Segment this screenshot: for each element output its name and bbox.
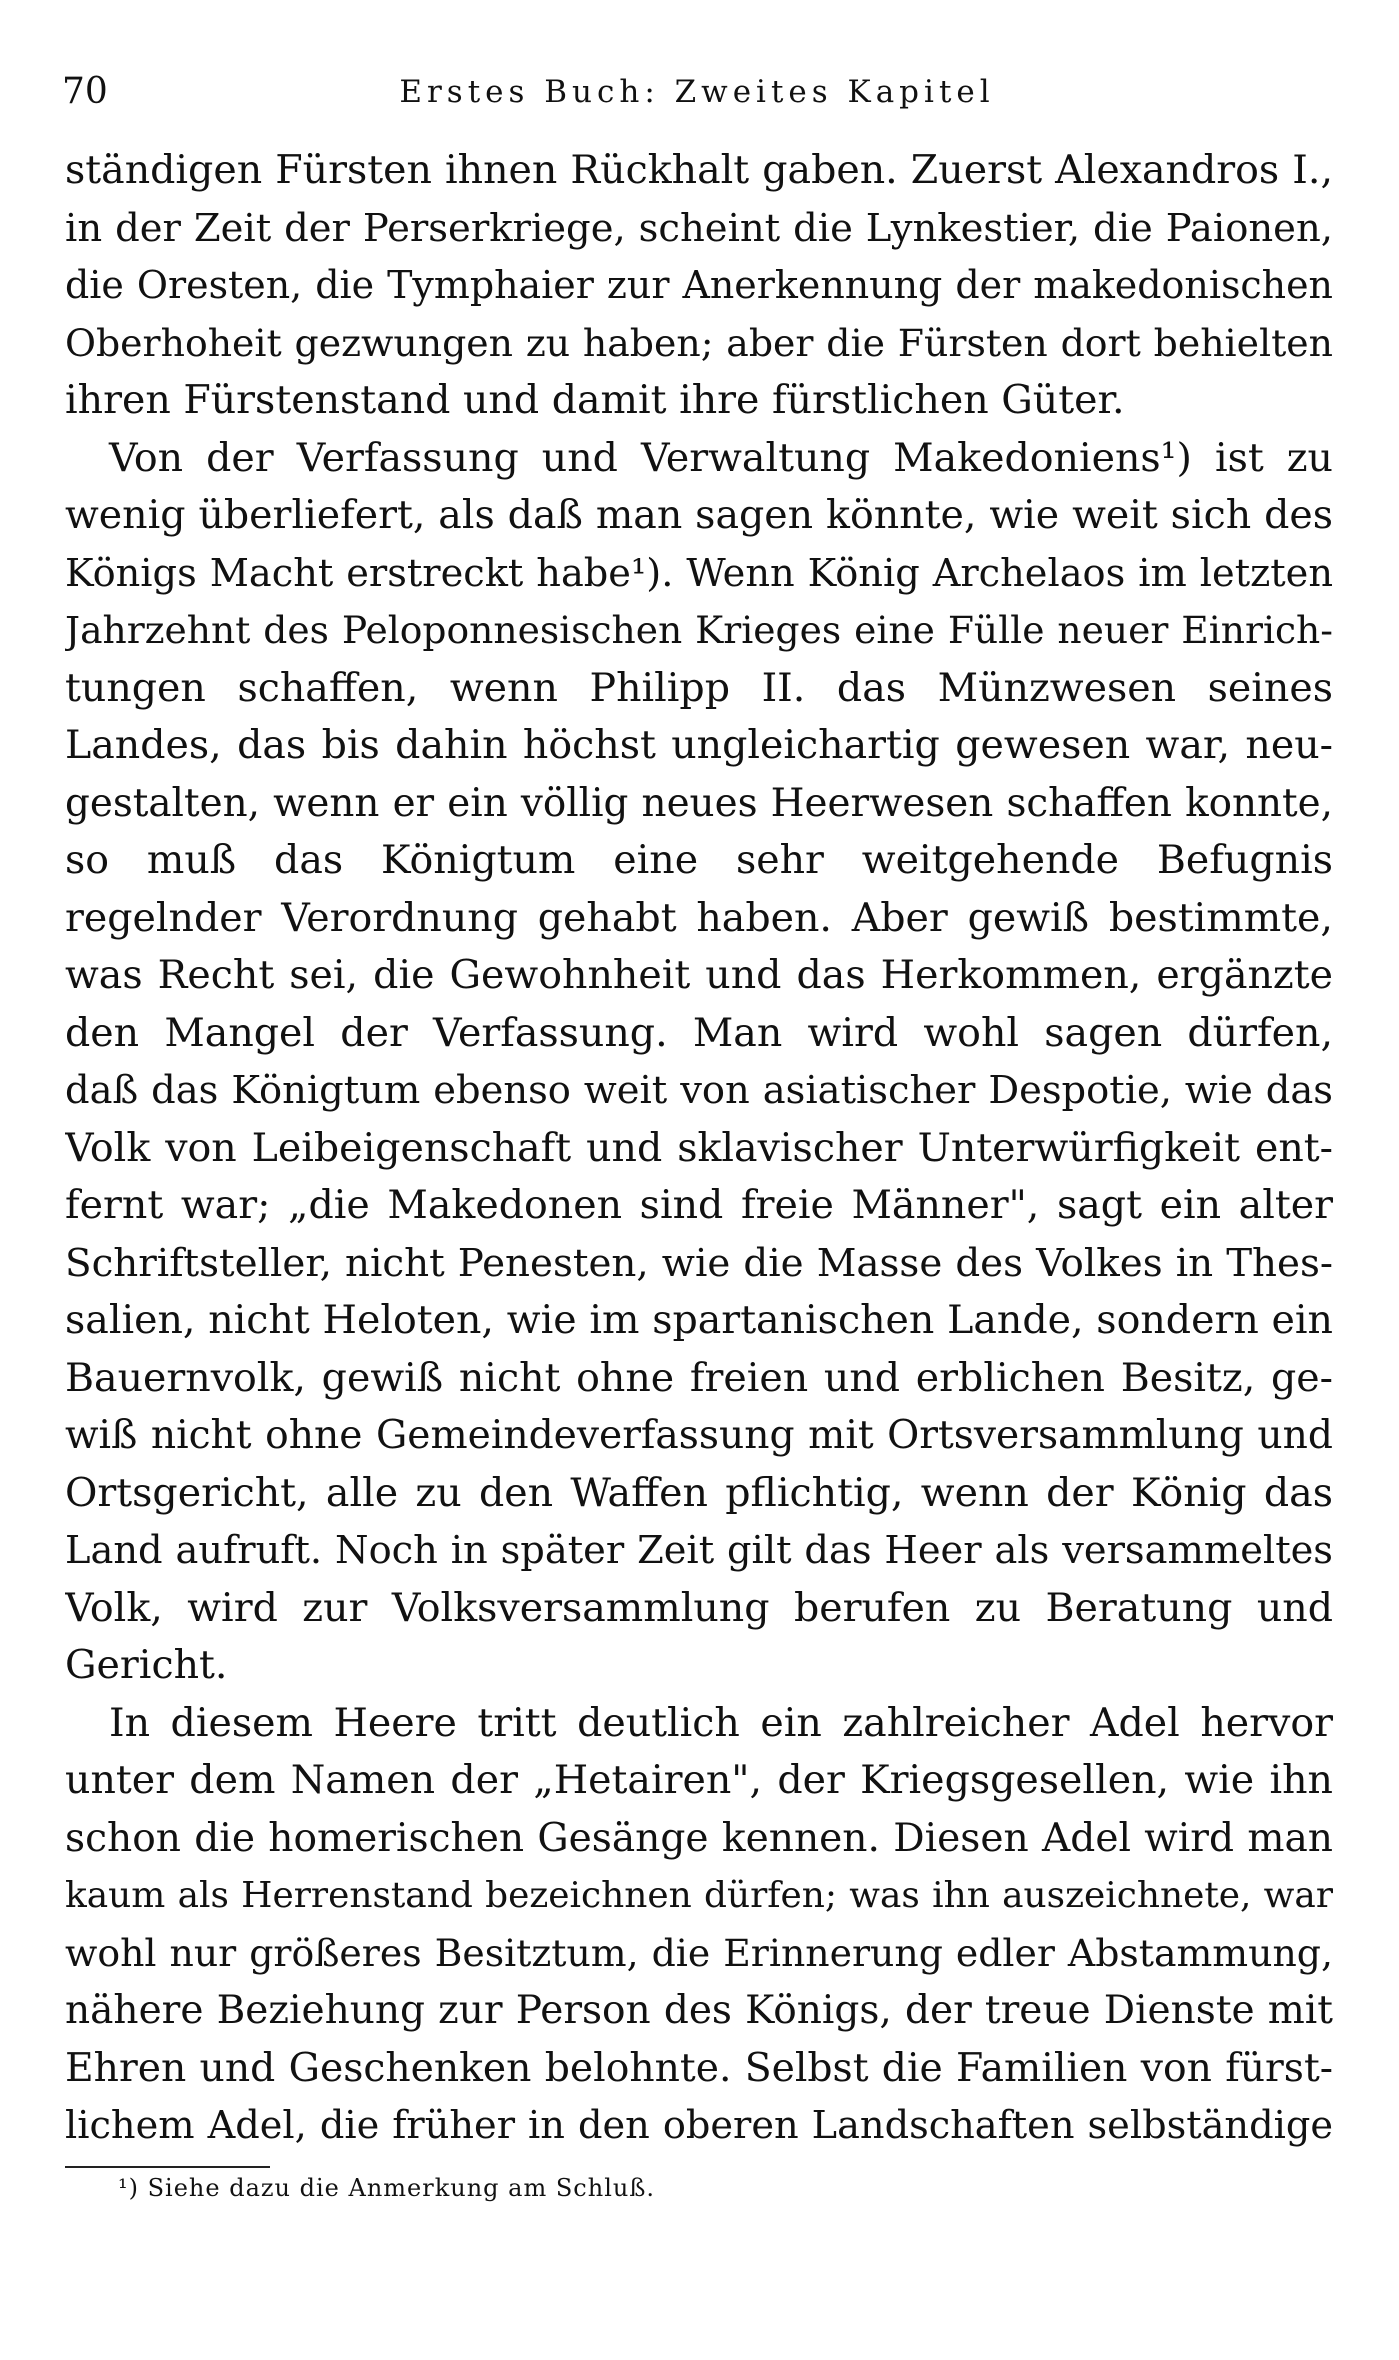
- text-line: Volk von Leibeigenschaft und sklavischer Unterwürfigkeit ent-: [65, 1124, 1333, 1171]
- text-line: schon die homerischen Gesänge kennen. Diesen Adel wird man: [65, 1815, 1333, 1861]
- text-line: gestalten, wenn er ein völlig neues Heerwesen schaffen konnte,: [65, 780, 1333, 826]
- text-line: Jahrzehnt des Peloponnesischen Krieges eine Fülle neuer Einrich-: [65, 608, 1333, 652]
- text-line: Landes, das bis dahin höchst ungleichartig gewesen war, neu-: [65, 722, 1333, 768]
- text-line: In diesem Heere tritt deutlich ein zahlreicher Adel hervor: [109, 1699, 1333, 1746]
- text-line: Gericht.: [65, 1642, 228, 1688]
- text-line: in der Zeit der Perserkriege, scheint die Lynkestier, die Paionen,: [65, 205, 1333, 251]
- footnote: ¹) Siehe dazu die Anmerkung am Schluß.: [118, 2174, 655, 2202]
- footnote-divider: [65, 2166, 270, 2168]
- text-line: unter dem Namen der „Hetairen", der Kriegsgesellen, wie ihn: [65, 1757, 1333, 1803]
- text-line: Ortsgericht, alle zu den Waffen pflichtig, wenn der König das: [65, 1469, 1333, 1516]
- running-head: Erstes Buch: Zweites Kapitel: [399, 74, 995, 110]
- text-line: fernt war; „die Makedonen sind freie Männer", sagt ein alter: [65, 1182, 1333, 1228]
- text-line: wiß nicht ohne Gemeindeverfassung mit Ortsversammlung und: [65, 1413, 1333, 1458]
- body-text: [65, 142, 1333, 2155]
- text-line: daß das Königtum ebenso weit von asiatischer Despotie, wie das: [65, 1068, 1333, 1113]
- paragraph-1: [65, 142, 1333, 430]
- text-line: Land aufruft. Noch in später Zeit gilt das Heer als versammeltes: [65, 1528, 1333, 1573]
- text-line: Oberhoheit gezwungen zu haben; aber die Fürsten dort behielten: [65, 320, 1333, 365]
- text-line: tungen schaffen, wenn Philipp II. das Münzwesen seines: [65, 664, 1333, 711]
- text-line: Schriftsteller, nicht Penesten, wie die Masse des Volkes in Thes-: [65, 1240, 1333, 1286]
- text-line: wohl nur größeres Besitztum, die Erinnerung edler Abstammung,: [65, 1930, 1333, 1975]
- text-line: Königs Macht erstreckt habe¹). Wenn König Archelaos im letzten: [65, 550, 1333, 596]
- text-line: salien, nicht Heloten, wie im spartanischen Lande, sondern ein: [65, 1297, 1333, 1343]
- text-line: regelnder Verordnung gehabt haben. Aber gewiß bestimmte,: [65, 894, 1333, 941]
- page-number: 70: [62, 71, 108, 112]
- text-line: Volk, wird zur Volksversammlung berufen zu Beratung und: [65, 1584, 1333, 1631]
- text-line: so muß das Königtum eine sehr weitgehende Befugnis: [65, 837, 1333, 883]
- text-line: die Oresten, die Tymphaier zur Anerkennung der makedonischen: [65, 263, 1333, 307]
- text-line: wenig überliefert, als daß man sagen könnte, wie weit sich des: [65, 492, 1333, 538]
- text-line: nähere Beziehung zur Person des Königs, der treue Dienste mit: [65, 1988, 1333, 2033]
- text-line: den Mangel der Verfassung. Man wird wohl sagen dürfen,: [65, 1009, 1333, 1056]
- paragraph-3: [65, 1695, 1333, 2155]
- text-line: lichem Adel, die früher in den oberen Landschaften selbständige: [65, 2103, 1333, 2148]
- text-line: Ehren und Geschenken belohnte. Selbst die Familien von fürst-: [65, 2045, 1333, 2091]
- text-line: kaum als Herrenstand bezeichnen dürfen; was ihn auszeichnete, war: [65, 1875, 1333, 1916]
- text-line: ihren Fürstenstand und damit ihre fürstlichen Güter.: [65, 377, 1125, 423]
- text-line: ständigen Fürsten ihnen Rückhalt gaben. Zuerst Alexandros I.,: [65, 147, 1333, 193]
- page-header: [62, 62, 1332, 122]
- text-line: was Recht sei, die Gewohnheit und das Herkommen, ergänzte: [65, 952, 1333, 998]
- text-line: Bauernvolk, gewiß nicht ohne freien und erblichen Besitz, ge-: [65, 1354, 1333, 1401]
- paragraph-2: [65, 430, 1333, 1695]
- text-line: Von der Verfassung und Verwaltung Makedoniens¹) ist zu: [109, 434, 1333, 481]
